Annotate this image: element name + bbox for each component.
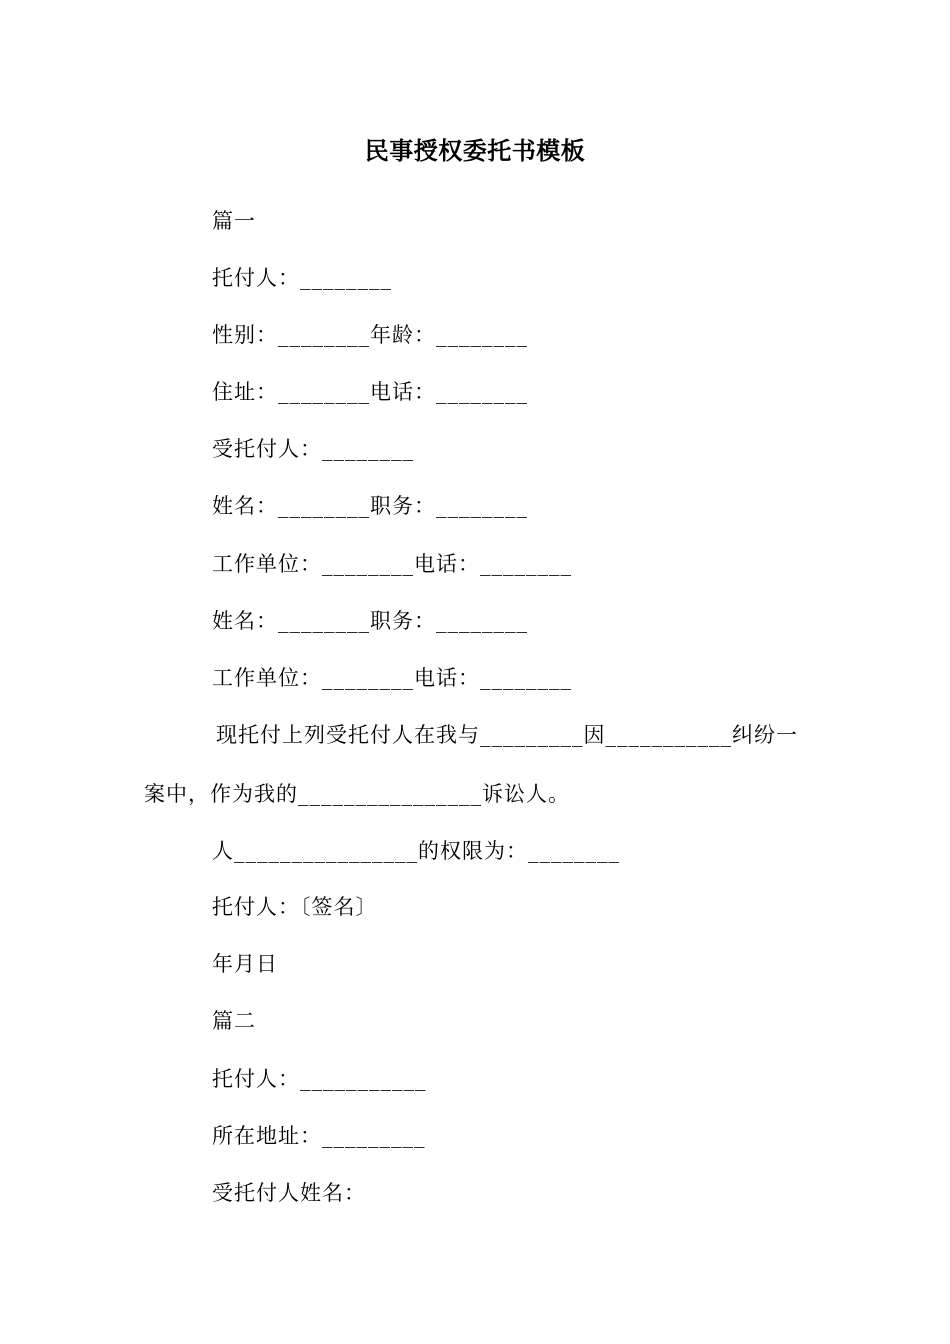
employer-phone-line: 工作单位：________电话：________ [212,552,572,576]
name-position-line: 姓名：________职务：________ [212,494,528,518]
date-line: 年月日 [212,952,278,976]
agent-line: 受托付人：________ [212,437,414,461]
employer-phone-line: 工作单位：________电话：________ [212,666,572,690]
principal-line: 托付人：________ [212,266,392,290]
address-phone-line: 住址：________电话：________ [212,380,528,404]
agent-name-line-2: 受托付人姓名： [212,1181,366,1205]
authority-scope-line: 人________________的权限为：________ [212,839,620,863]
section-heading-1: 篇一 [212,209,256,233]
gender-age-line: 性别：________年龄：________ [212,323,528,347]
authorization-paragraph-line-1: 现托付上列受托付人在我与_________因___________纠纷一 [216,723,798,747]
document-title: 民事授权委托书模板 [364,136,586,165]
authorization-paragraph-line-2: 案中，作为我的________________诉讼人。 [144,782,570,806]
principal-line-2: 托付人：___________ [212,1067,427,1091]
section-heading-2: 篇二 [212,1009,256,1033]
name-position-line: 姓名：________职务：________ [212,609,528,633]
signature-line: 托付人：〔签名〕 [212,895,378,919]
address-line-2: 所在地址：_________ [212,1124,426,1148]
